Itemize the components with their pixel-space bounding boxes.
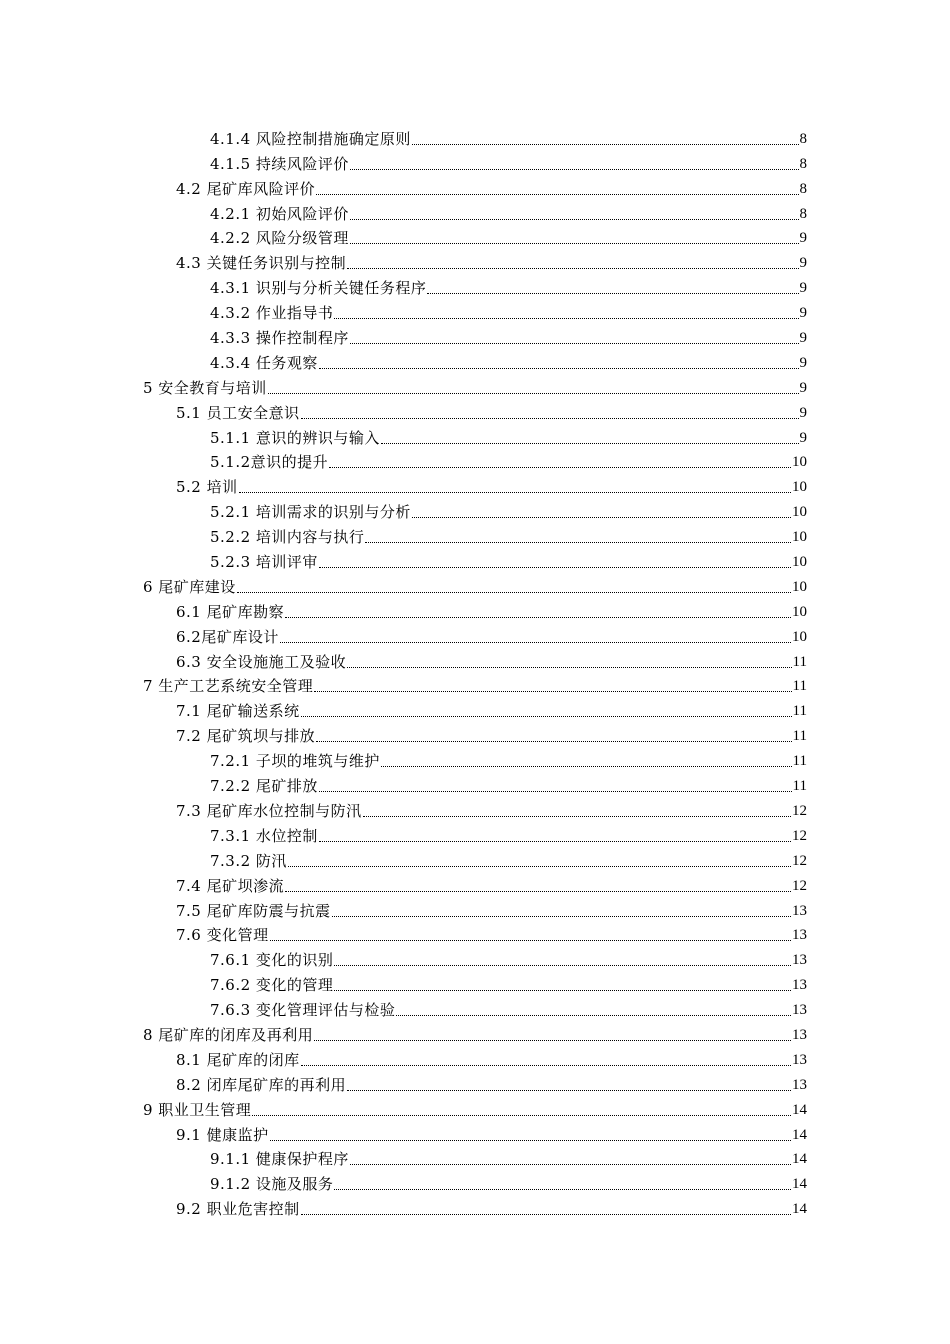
toc-entry[interactable] [0, 472, 807, 497]
toc-entry-page-number: 10 [792, 504, 807, 521]
toc-entry-page-number: 11 [792, 678, 807, 695]
toc-entry[interactable] [0, 448, 807, 473]
toc-entry[interactable] [0, 771, 807, 796]
toc-entry-label: 9 职业卫生管理 [143, 1100, 252, 1119]
toc-entry[interactable] [0, 572, 807, 597]
toc-entry[interactable] [0, 821, 807, 846]
toc-entry-label: 7.6 变化管理 [176, 926, 269, 945]
toc-entry-label: 7.6.3 变化管理评估与检验 [210, 1001, 396, 1020]
toc-entry-page-number: 10 [792, 603, 807, 620]
toc-entry-page-number: 11 [792, 728, 807, 745]
toc-entry-label: 5.2.1 培训需求的识别与分析 [210, 503, 411, 522]
toc-entry-page-number: 11 [792, 653, 807, 670]
toc-entry-label: 7.3.2 防汛 [210, 851, 287, 870]
toc-entry[interactable] [0, 124, 807, 149]
toc-entry-page-number: 13 [792, 952, 807, 969]
toc-entry-label: 8.2 闭库尾矿库的再利用 [176, 1075, 347, 1094]
toc-entry[interactable] [0, 373, 807, 398]
toc-entry-label: 5 安全教育与培训 [143, 378, 267, 397]
toc-entry-page-number: 9 [799, 230, 807, 247]
dot-leader [334, 965, 791, 966]
dot-leader [285, 617, 791, 618]
toc-entry-label: 5.1.1 意识的辨识与输入 [210, 428, 380, 447]
toc-entry[interactable] [0, 348, 807, 373]
toc-entry[interactable] [0, 622, 807, 647]
toc-entry-label: 4.2 尾矿库风险评价 [176, 179, 316, 198]
dot-leader [239, 492, 791, 493]
toc-entry-label: 9.1.2 设施及服务 [210, 1175, 334, 1194]
toc-entry-label: 5.2.3 培训评审 [210, 553, 318, 572]
dot-leader [301, 418, 799, 419]
dot-leader [280, 642, 791, 643]
toc-entry-page-number: 10 [792, 554, 807, 571]
toc-entry-label: 7 生产工艺系统安全管理 [143, 677, 314, 696]
dot-leader [334, 1189, 791, 1190]
toc-entry[interactable] [0, 1095, 807, 1120]
toc-entry[interactable] [0, 721, 807, 746]
toc-entry-label: 5.1 员工安全意识 [176, 403, 300, 422]
toc-entry-label: 7.4 尾矿坝渗流 [176, 876, 285, 895]
toc-entry-page-number: 13 [792, 1076, 807, 1093]
toc-entry-label: 9.1.1 健康保护程序 [210, 1150, 349, 1169]
dot-leader [316, 194, 798, 195]
toc-entry-page-number: 13 [792, 1026, 807, 1043]
toc-entry[interactable] [0, 647, 807, 672]
dot-leader [381, 443, 799, 444]
toc-entry-label: 4.1.4 风险控制措施确定原则 [210, 129, 411, 148]
toc-entry-label: 4.3.4 任务观察 [210, 353, 318, 372]
dot-leader [427, 293, 798, 294]
dot-leader [350, 169, 799, 170]
toc-entry-label: 9.1 健康监护 [176, 1125, 269, 1144]
dot-leader [363, 816, 791, 817]
toc-entry-page-number: 12 [792, 827, 807, 844]
toc-entry[interactable] [0, 497, 807, 522]
toc-entry-page-number: 8 [799, 205, 807, 222]
toc-entry-page-number: 13 [792, 902, 807, 919]
toc-entry[interactable] [0, 672, 807, 697]
dot-leader [319, 841, 791, 842]
dot-leader [314, 1040, 791, 1041]
toc-entry-label: 7.3.1 水位控制 [210, 826, 318, 845]
dot-leader [301, 716, 792, 717]
toc-entry[interactable] [0, 174, 807, 199]
toc-entry-page-number: 9 [799, 429, 807, 446]
toc-entry-page-number: 11 [792, 753, 807, 770]
dot-leader [270, 940, 791, 941]
toc-entry[interactable] [0, 298, 807, 323]
table-of-contents [0, 124, 950, 1219]
toc-entry-page-number: 10 [792, 578, 807, 595]
dot-leader [319, 368, 799, 369]
dot-leader [396, 1015, 791, 1016]
toc-entry[interactable] [0, 597, 807, 622]
toc-entry-label: 4.3.2 作业指导书 [210, 304, 334, 323]
toc-entry-page-number: 14 [792, 1126, 807, 1143]
dot-leader [334, 990, 791, 991]
dot-leader [365, 542, 791, 543]
toc-entry[interactable] [0, 522, 807, 547]
dot-leader [288, 866, 791, 867]
toc-entry-label: 8.1 尾矿库的闭库 [176, 1050, 300, 1069]
toc-entry-page-number: 8 [799, 155, 807, 172]
toc-entry[interactable] [0, 547, 807, 572]
toc-entry-label: 4.2.1 初始风险评价 [210, 204, 349, 223]
toc-entry-label: 6.2尾矿库设计 [176, 627, 279, 646]
dot-leader [381, 766, 792, 767]
dot-leader [334, 318, 798, 319]
dot-leader [350, 219, 799, 220]
toc-entry-page-number: 12 [792, 877, 807, 894]
toc-entry-page-number: 9 [799, 305, 807, 322]
toc-entry-page-number: 13 [792, 927, 807, 944]
toc-entry-label: 9.2 职业危害控制 [176, 1200, 300, 1219]
dot-leader [252, 1115, 791, 1116]
toc-entry[interactable] [0, 871, 807, 896]
dot-leader [350, 1164, 791, 1165]
toc-entry-label: 7.1 尾矿输送系统 [176, 702, 300, 721]
toc-entry-label: 4.2.2 风险分级管理 [210, 229, 349, 248]
dot-leader [319, 791, 792, 792]
toc-entry-label: 5.1.2意识的提升 [210, 453, 329, 472]
toc-entry[interactable] [0, 1070, 807, 1095]
toc-entry-page-number: 12 [792, 852, 807, 869]
toc-entry-label: 8 尾矿库的闭库及再利用 [143, 1025, 314, 1044]
toc-entry-page-number: 8 [799, 180, 807, 197]
toc-entry-page-number: 14 [792, 1151, 807, 1168]
toc-entry-page-number: 9 [799, 330, 807, 347]
toc-entry-page-number: 12 [792, 802, 807, 819]
toc-entry-label: 4.1.5 持续风险评价 [210, 154, 349, 173]
toc-entry[interactable] [0, 273, 807, 298]
dot-leader [347, 1090, 791, 1091]
dot-leader [332, 916, 791, 917]
toc-entry[interactable] [0, 224, 807, 249]
toc-entry-page-number: 14 [792, 1101, 807, 1118]
toc-entry[interactable] [0, 398, 807, 423]
toc-entry[interactable] [0, 1145, 807, 1170]
toc-entry[interactable] [0, 970, 807, 995]
toc-entry-label: 5.2 培训 [176, 478, 238, 497]
dot-leader [314, 691, 791, 692]
dot-leader [347, 667, 791, 668]
toc-entry[interactable] [0, 323, 807, 348]
dot-leader [285, 891, 791, 892]
toc-entry-label: 4.3.1 识别与分析关键任务程序 [210, 279, 427, 298]
toc-entry[interactable] [0, 1020, 807, 1045]
toc-entry-page-number: 14 [792, 1176, 807, 1193]
toc-entry-page-number: 11 [792, 703, 807, 720]
toc-entry-label: 7.2 尾矿筑坝与排放 [176, 727, 316, 746]
toc-entry-label: 7.3 尾矿库水位控制与防汛 [176, 801, 362, 820]
toc-entry-label: 5.2.2 培训内容与执行 [210, 528, 365, 547]
dot-leader [268, 393, 799, 394]
toc-entry-page-number: 9 [799, 280, 807, 297]
dot-leader [412, 517, 791, 518]
toc-entry[interactable] [0, 248, 807, 273]
toc-entry-page-number: 10 [792, 628, 807, 645]
toc-entry-page-number: 9 [799, 255, 807, 272]
dot-leader [347, 268, 798, 269]
toc-entry-label: 6.3 安全设施施工及验收 [176, 652, 347, 671]
toc-entry[interactable] [0, 1045, 807, 1070]
toc-entry-page-number: 13 [792, 977, 807, 994]
toc-entry[interactable] [0, 1194, 807, 1219]
toc-entry-page-number: 9 [799, 404, 807, 421]
toc-entry-page-number: 11 [792, 778, 807, 795]
toc-entry-page-number: 8 [799, 130, 807, 147]
toc-entry-label: 7.2.2 尾矿排放 [210, 777, 318, 796]
toc-entry[interactable] [0, 1120, 807, 1145]
dot-leader [412, 144, 799, 145]
toc-entry-page-number: 10 [792, 479, 807, 496]
dot-leader [270, 1140, 791, 1141]
dot-leader [301, 1065, 791, 1066]
toc-entry[interactable] [0, 199, 807, 224]
toc-entry-label: 7.5 尾矿库防震与抗震 [176, 901, 331, 920]
toc-entry-label: 4.3.3 操作控制程序 [210, 329, 349, 348]
toc-entry[interactable] [0, 945, 807, 970]
toc-entry[interactable] [0, 423, 807, 448]
toc-entry-page-number: 9 [799, 354, 807, 371]
dot-leader [350, 243, 799, 244]
toc-entry[interactable] [0, 746, 807, 771]
toc-entry[interactable] [0, 696, 807, 721]
toc-entry-page-number: 14 [792, 1201, 807, 1218]
toc-entry-label: 7.6.2 变化的管理 [210, 976, 334, 995]
toc-entry-label: 7.6.1 变化的识别 [210, 951, 334, 970]
toc-entry-label: 4.3 关键任务识别与控制 [176, 254, 347, 273]
toc-entry[interactable] [0, 921, 807, 946]
toc-entry[interactable] [0, 796, 807, 821]
toc-entry-page-number: 13 [792, 1002, 807, 1019]
dot-leader [329, 467, 791, 468]
toc-entry[interactable] [0, 149, 807, 174]
dot-leader [350, 343, 799, 344]
toc-entry-page-number: 10 [792, 454, 807, 471]
toc-entry-page-number: 9 [799, 379, 807, 396]
toc-entry-label: 6 尾矿库建设 [143, 577, 236, 596]
toc-entry[interactable] [0, 1169, 807, 1194]
toc-entry[interactable] [0, 896, 807, 921]
toc-entry[interactable] [0, 995, 807, 1020]
toc-entry[interactable] [0, 846, 807, 871]
toc-entry-page-number: 10 [792, 529, 807, 546]
toc-entry-label: 7.2.1 子坝的堆筑与维护 [210, 752, 380, 771]
dot-leader [301, 1214, 791, 1215]
dot-leader [316, 741, 791, 742]
toc-entry-page-number: 13 [792, 1051, 807, 1068]
dot-leader [319, 567, 791, 568]
dot-leader [237, 592, 791, 593]
toc-entry-label: 6.1 尾矿库勘察 [176, 602, 285, 621]
